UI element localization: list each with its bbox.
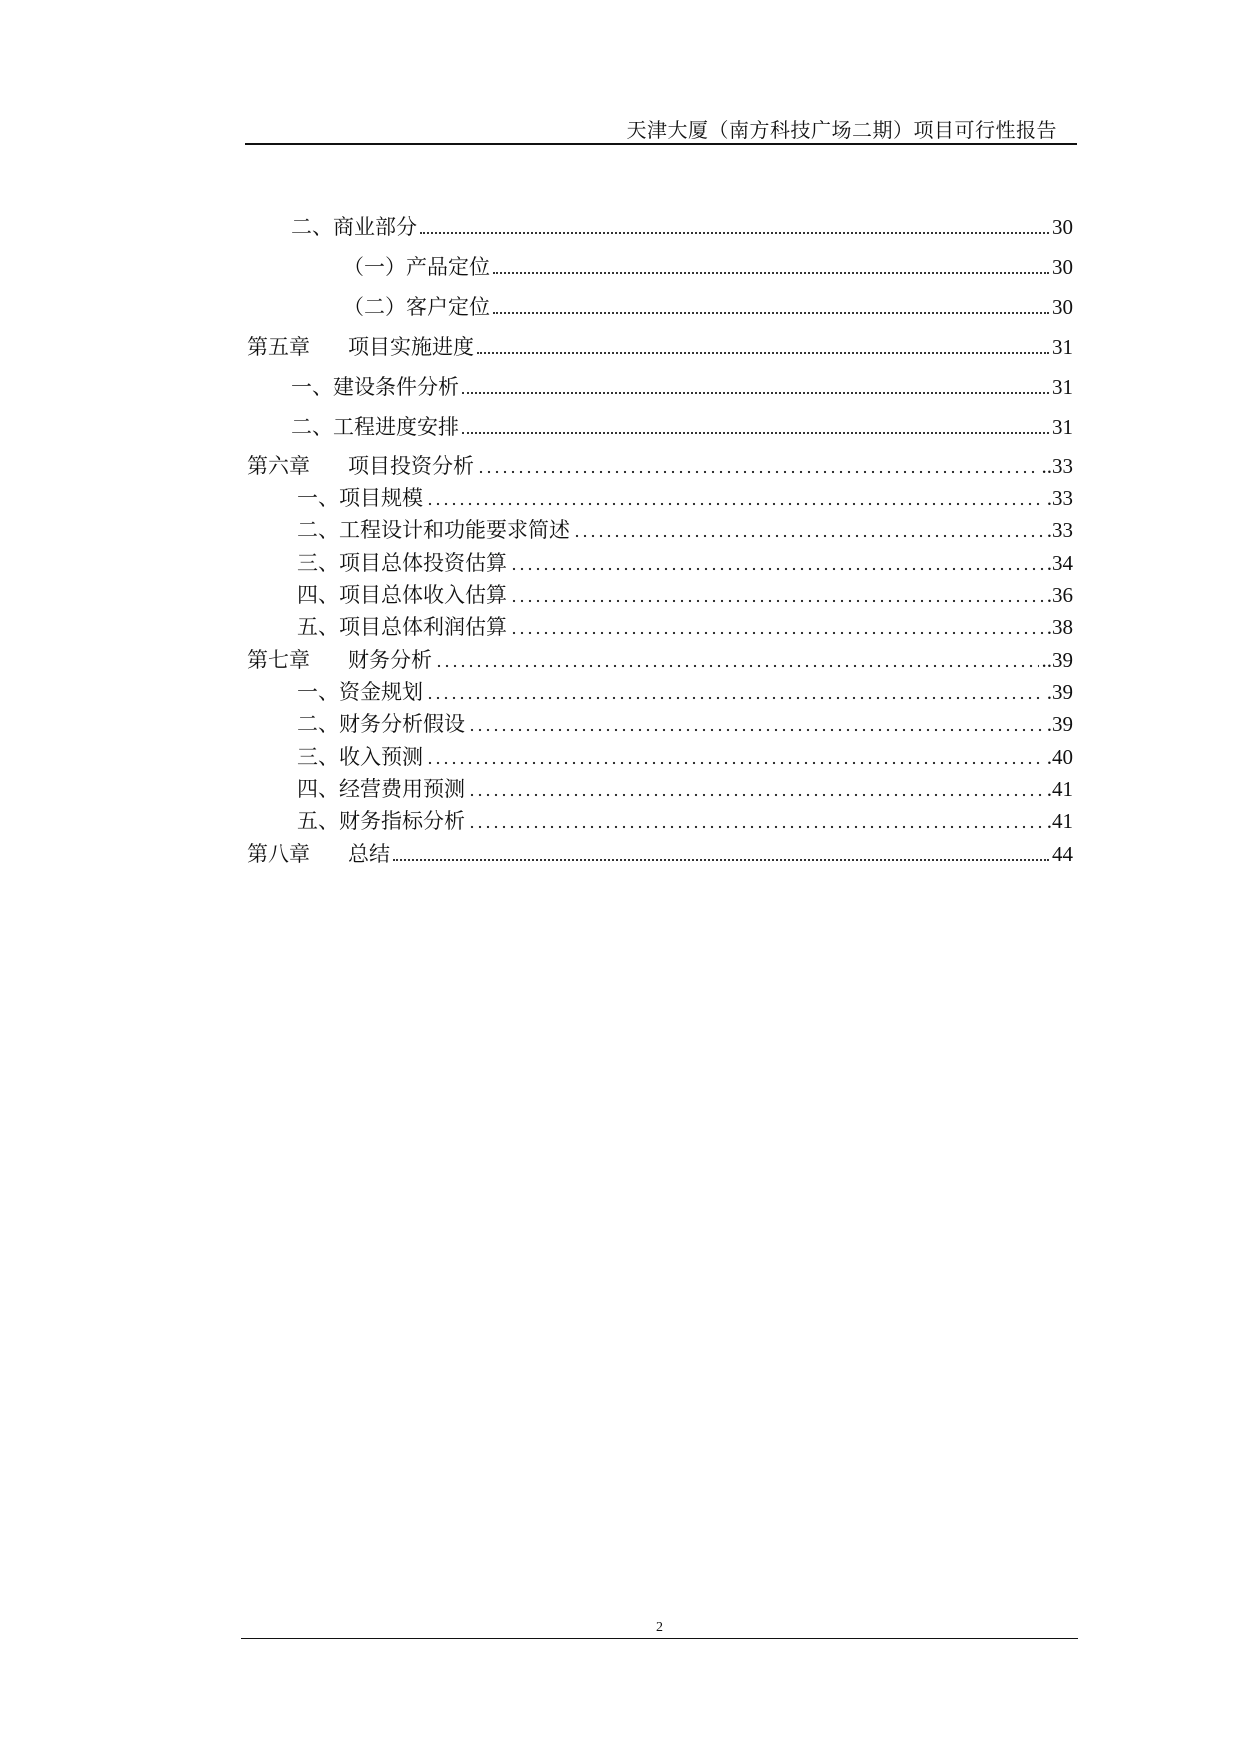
toc-entry[interactable] — [247, 510, 1073, 544]
toc-entry[interactable] — [247, 247, 1073, 281]
toc-entry-page: .39 — [1046, 680, 1073, 704]
toc-entry-page: 30 — [1052, 295, 1073, 319]
toc-entry-page: 44 — [1052, 842, 1073, 866]
toc-entry-label: 二、财务分析假设 — [297, 712, 465, 736]
toc-leader-dots — [477, 351, 1049, 354]
toc-entry-page: .41 — [1046, 809, 1073, 833]
toc-entry-label: 五、财务指标分析 — [297, 809, 465, 833]
toc-entry[interactable] — [247, 367, 1073, 401]
toc-entry-label: 四、经营费用预测 — [297, 777, 465, 801]
toc-entry-page: ..33 — [1041, 454, 1073, 478]
page-number: 2 — [656, 1620, 663, 1635]
toc-entry-page: .36 — [1046, 583, 1073, 607]
toc-entry[interactable] — [247, 407, 1073, 441]
toc-leader-dots — [573, 534, 1044, 538]
toc-chapter-entry[interactable] — [247, 834, 1073, 868]
toc-leader-dots — [468, 825, 1044, 829]
toc-entry-page: .34 — [1046, 551, 1073, 575]
toc-entry-page: .33 — [1046, 486, 1073, 510]
toc-entry-page: 31 — [1052, 415, 1073, 439]
table-of-contents — [247, 0, 1073, 1754]
chapter-number: 第八章 — [247, 842, 310, 866]
chapter-title: 项目投资分析 — [348, 454, 474, 478]
toc-entry[interactable] — [247, 801, 1073, 835]
page-footer — [241, 1620, 1078, 1650]
toc-entry-label: 一、建设条件分析 — [291, 375, 459, 399]
toc-entry-page: 31 — [1052, 375, 1073, 399]
toc-entry-label — [247, 646, 432, 674]
toc-entry-label: 一、项目规模 — [297, 486, 423, 510]
toc-entry-label: 五、项目总体利润估算 — [297, 615, 507, 639]
toc-leader-dots — [468, 793, 1044, 797]
toc-chapter-entry[interactable] — [247, 640, 1073, 674]
toc-chapter-entry[interactable] — [247, 327, 1073, 361]
toc-entry[interactable] — [247, 672, 1073, 706]
toc-entry-label: 三、收入预测 — [297, 745, 423, 769]
chapter-number: 第五章 — [247, 335, 310, 359]
toc-entry-page: .39 — [1046, 712, 1073, 736]
toc-leader-dots — [510, 631, 1044, 635]
toc-entry[interactable] — [247, 575, 1073, 609]
toc-leader-dots — [510, 599, 1044, 603]
toc-leader-dots — [510, 567, 1044, 571]
toc-entry-page: 30 — [1052, 215, 1073, 239]
footer-divider — [241, 1638, 1078, 1639]
toc-entry-label: 四、项目总体收入估算 — [297, 583, 507, 607]
toc-entry-label: 二、工程设计和功能要求简述 — [297, 518, 570, 542]
toc-entry-label: 二、工程进度安排 — [291, 415, 459, 439]
toc-entry-label — [247, 452, 474, 480]
toc-leader-dots — [493, 271, 1049, 274]
toc-entry-page: .33 — [1046, 518, 1073, 542]
toc-entry[interactable] — [247, 478, 1073, 512]
toc-chapter-entry[interactable] — [247, 446, 1073, 480]
toc-entry-label — [247, 333, 474, 361]
toc-entry-label: （二）客户定位 — [343, 295, 490, 319]
chapter-number: 第六章 — [247, 454, 310, 478]
toc-entry[interactable] — [247, 543, 1073, 577]
toc-leader-dots — [426, 696, 1044, 700]
toc-entry[interactable] — [247, 287, 1073, 321]
toc-entry-page: .38 — [1046, 615, 1073, 639]
toc-leader-dots — [493, 311, 1049, 314]
document-title: 天津大厦（南方科技广场二期）项目可行性报告 — [626, 118, 1057, 142]
toc-entry[interactable] — [247, 607, 1073, 641]
toc-leader-dots — [477, 470, 1039, 474]
toc-entry-page: .41 — [1046, 777, 1073, 801]
toc-entry[interactable] — [247, 737, 1073, 771]
toc-leader-dots — [426, 502, 1044, 506]
toc-entry-page: ..39 — [1041, 648, 1073, 672]
toc-leader-dots — [426, 761, 1044, 765]
toc-entry-label: （一）产品定位 — [343, 255, 490, 279]
toc-entry[interactable] — [247, 207, 1073, 241]
toc-entry-page: 30 — [1052, 255, 1073, 279]
toc-leader-dots — [462, 391, 1049, 394]
toc-entry-label: 二、商业部分 — [291, 215, 417, 239]
chapter-title: 财务分析 — [348, 648, 432, 672]
chapter-number: 第七章 — [247, 648, 310, 672]
chapter-title: 项目实施进度 — [348, 335, 474, 359]
toc-leader-dots — [435, 664, 1039, 668]
toc-entry[interactable] — [247, 704, 1073, 738]
toc-entry-label — [247, 840, 390, 868]
chapter-title: 总结 — [348, 842, 390, 866]
toc-entry-label: 三、项目总体投资估算 — [297, 551, 507, 575]
toc-entry[interactable] — [247, 769, 1073, 803]
toc-leader-dots — [420, 231, 1049, 234]
toc-leader-dots — [393, 858, 1049, 861]
toc-entry-label: 一、资金规划 — [297, 680, 423, 704]
toc-entry-page: .40 — [1046, 745, 1073, 769]
toc-entry-page: 31 — [1052, 335, 1073, 359]
toc-leader-dots — [462, 431, 1049, 434]
toc-leader-dots — [468, 728, 1044, 732]
